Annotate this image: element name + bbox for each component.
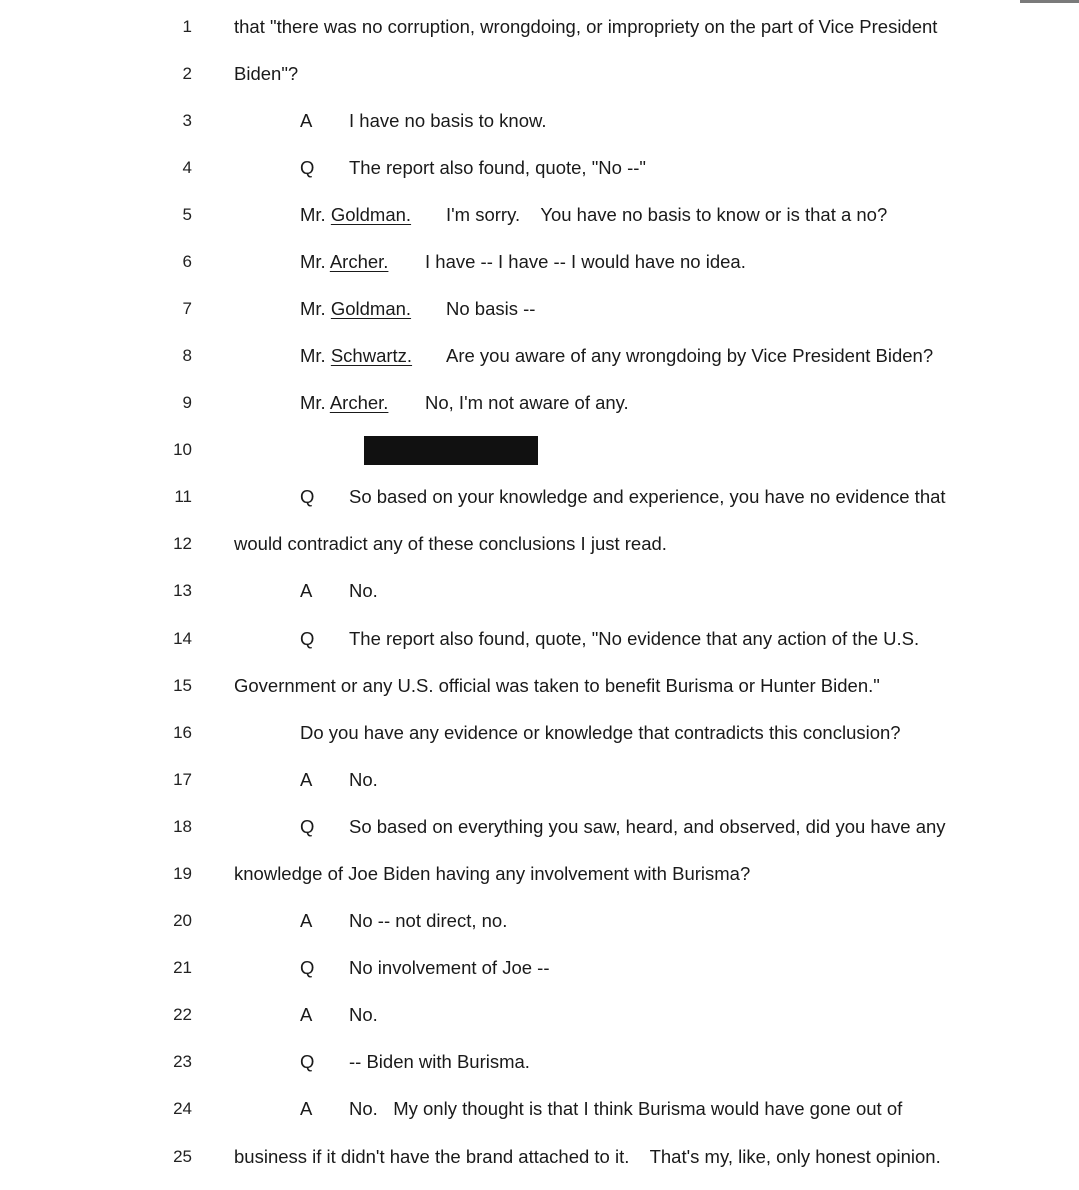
speaker-name: Goldman. xyxy=(330,298,412,319)
line-number: 24 xyxy=(173,1099,192,1118)
transcript-line-8 xyxy=(0,341,1079,371)
transcript-line-11 xyxy=(0,482,1079,512)
line-number: 1 xyxy=(182,17,192,36)
line-number: 8 xyxy=(182,346,192,365)
line-text: So based on your knowledge and experience, you have no evidence that xyxy=(349,486,946,507)
transcript-line-20 xyxy=(0,906,1079,936)
line-text: that "there was no corruption, wrongdoing, or impropriety on the part of Vice President xyxy=(234,16,938,37)
question-marker: Q xyxy=(300,957,315,978)
speaker-prefix: Mr. xyxy=(300,298,331,319)
line-text: No. xyxy=(349,580,378,601)
line-number: 12 xyxy=(173,534,192,553)
transcript-line-9 xyxy=(0,388,1079,418)
line-text: Biden"? xyxy=(234,63,299,84)
line-number: 13 xyxy=(173,581,192,600)
line-text: I have no basis to know. xyxy=(349,110,547,131)
transcript-line-16 xyxy=(0,718,1079,748)
speaker-name: Archer. xyxy=(329,392,389,413)
question-marker: Q xyxy=(300,628,315,649)
line-number: 5 xyxy=(182,205,192,224)
speaker-label xyxy=(300,341,412,371)
transcript-line-15 xyxy=(0,671,1079,701)
transcript-line-22 xyxy=(0,1000,1079,1030)
speaker-prefix: Mr. xyxy=(300,392,330,413)
transcript-line-4 xyxy=(0,153,1079,183)
answer-marker: A xyxy=(300,910,313,931)
transcript-line-17 xyxy=(0,765,1079,795)
line-text: No, I'm not aware of any. xyxy=(425,392,629,413)
transcript-line-7 xyxy=(0,294,1079,324)
line-number: 23 xyxy=(173,1052,192,1071)
line-number: 19 xyxy=(173,864,192,883)
speaker-label xyxy=(300,200,411,230)
transcript-line-14 xyxy=(0,624,1079,654)
line-number: 21 xyxy=(173,958,192,977)
answer-marker: A xyxy=(300,769,313,790)
line-number: 11 xyxy=(174,487,192,506)
line-number: 10 xyxy=(173,440,192,459)
line-text: The report also found, quote, "No --" xyxy=(349,157,646,178)
line-text: No involvement of Joe -- xyxy=(349,957,550,978)
line-text: knowledge of Joe Biden having any involvement with Burisma? xyxy=(234,863,751,884)
transcript-line-5 xyxy=(0,200,1079,230)
line-text: No -- not direct, no. xyxy=(349,910,508,931)
answer-marker: A xyxy=(300,110,313,131)
line-number: 22 xyxy=(173,1005,192,1024)
page-edge-rule xyxy=(1020,0,1079,3)
line-number: 17 xyxy=(173,770,192,789)
line-number: 16 xyxy=(173,723,192,742)
transcript-line-24 xyxy=(0,1094,1079,1124)
redaction-bar xyxy=(364,436,538,465)
line-number: 14 xyxy=(173,629,192,648)
line-number: 15 xyxy=(173,676,192,695)
line-number: 6 xyxy=(182,252,192,271)
line-number: 9 xyxy=(182,393,192,412)
line-text: No. My only thought is that I think Burisma would have gone out of xyxy=(349,1098,903,1119)
line-text: Are you aware of any wrongdoing by Vice President Biden? xyxy=(446,345,934,366)
answer-marker: A xyxy=(300,1098,313,1119)
transcript-line-13 xyxy=(0,576,1079,606)
line-number: 2 xyxy=(182,64,192,83)
line-text: Government or any U.S. official was taken to benefit Burisma or Hunter Biden." xyxy=(234,675,880,696)
line-text: No basis -- xyxy=(446,298,536,319)
speaker-prefix: Mr. xyxy=(300,251,330,272)
question-marker: Q xyxy=(300,157,315,178)
line-number: 25 xyxy=(173,1147,192,1166)
line-text: No. xyxy=(349,769,378,790)
question-marker: Q xyxy=(300,1051,315,1072)
transcript-line-6 xyxy=(0,247,1079,277)
transcript-line-19 xyxy=(0,859,1079,889)
line-number: 3 xyxy=(182,111,192,130)
transcript-line-2 xyxy=(0,59,1079,89)
speaker-prefix: Mr. xyxy=(300,345,331,366)
line-number: 7 xyxy=(182,299,192,318)
transcript-line-3 xyxy=(0,106,1079,136)
line-text: -- Biden with Burisma. xyxy=(349,1051,530,1072)
line-text: I have -- I have -- I would have no idea. xyxy=(425,251,746,272)
line-text: I'm sorry. You have no basis to know or is that a no? xyxy=(446,204,888,225)
transcript-line-1 xyxy=(0,12,1079,42)
transcript-line-10 xyxy=(0,435,1079,465)
question-marker: Q xyxy=(300,486,315,507)
line-text: Do you have any evidence or knowledge that contradicts this conclusion? xyxy=(300,722,901,743)
question-marker: Q xyxy=(300,816,315,837)
line-text: No. xyxy=(349,1004,378,1025)
speaker-label xyxy=(300,294,411,324)
speaker-label xyxy=(300,388,388,418)
line-text: would contradict any of these conclusions I just read. xyxy=(234,533,667,554)
line-text: So based on everything you saw, heard, and observed, did you have any xyxy=(349,816,946,837)
transcript-line-18 xyxy=(0,812,1079,842)
transcript-line-23 xyxy=(0,1047,1079,1077)
line-text: business if it didn't have the brand attached to it. That's my, like, only honest opinion. xyxy=(234,1146,941,1167)
speaker-name: Goldman. xyxy=(330,204,412,225)
speaker-prefix: Mr. xyxy=(300,204,331,225)
line-number: 4 xyxy=(182,158,192,177)
transcript-line-12 xyxy=(0,529,1079,559)
line-number: 20 xyxy=(173,911,192,930)
speaker-name: Schwartz. xyxy=(330,345,413,366)
speaker-name: Archer. xyxy=(329,251,389,272)
answer-marker: A xyxy=(300,1004,313,1025)
line-number: 18 xyxy=(173,817,192,836)
speaker-label xyxy=(300,247,388,277)
answer-marker: A xyxy=(300,580,313,601)
transcript-line-21 xyxy=(0,953,1079,983)
line-text: The report also found, quote, "No evidence that any action of the U.S. xyxy=(349,628,920,649)
transcript-line-25 xyxy=(0,1142,1079,1172)
